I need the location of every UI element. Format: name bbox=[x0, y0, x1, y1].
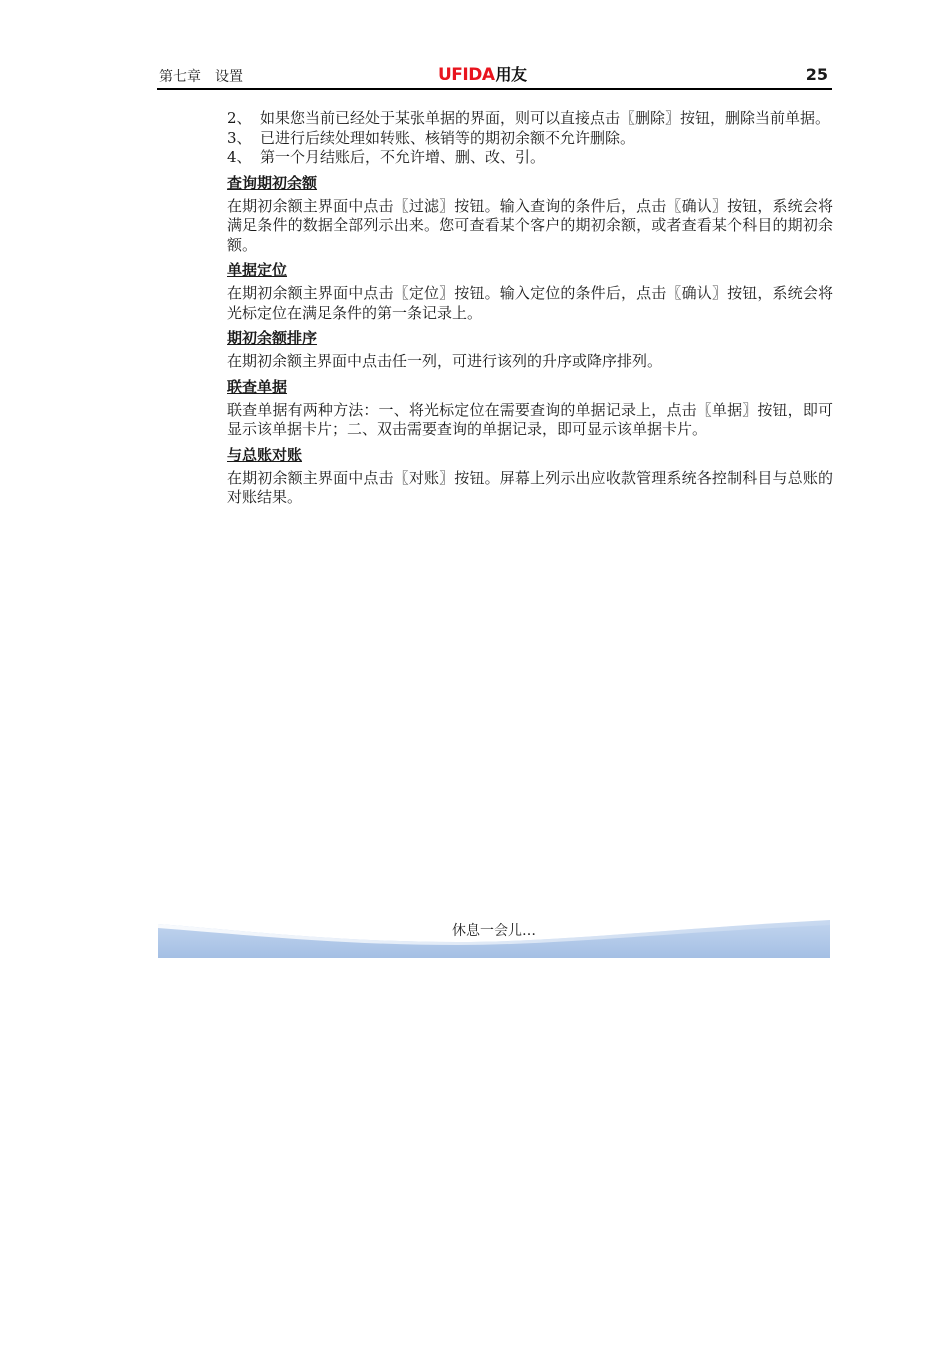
section-body-query: 在期初余额主界面中点击〖过滤〗按钮。输入查询的条件后，点击〖确认〗按钮，系统会将满足条件的数据全部列示出来。您可查看某个客户的期初余额，或者查看某个科目的期初余额。 bbox=[227, 196, 833, 254]
section-heading-link-query: 联查单据 bbox=[227, 377, 288, 396]
list-item-text: 第一个月结账后，不允许增、删、改、引。 bbox=[260, 148, 546, 166]
list-item-text: 如果您当前已经处于某张单据的界面，则可以直接点击〖删除〗按钮，删除当前单据。 bbox=[260, 109, 831, 127]
list-item-number: 4、 bbox=[227, 148, 252, 166]
section-heading-query: 查询期初余额 bbox=[227, 173, 318, 192]
banner-text: 休息一会儿… bbox=[452, 923, 536, 939]
section-body-reconcile: 在期初余额主界面中点击〖对账〗按钮。屏幕上列示出应收款管理系统各控制科目与总账的对账结果。 bbox=[227, 468, 833, 506]
list-item bbox=[227, 148, 833, 168]
chapter-title: 第七章 设置 bbox=[159, 69, 243, 85]
rest-banner bbox=[158, 912, 830, 958]
ufida-logo bbox=[438, 62, 527, 85]
section-heading-locate: 单据定位 bbox=[227, 261, 288, 279]
section-body-sort: 在期初余额主界面中点击任一列，可进行该列的升序或降序排列。 bbox=[227, 352, 663, 370]
logo-text-cn: 用友 bbox=[495, 65, 527, 84]
list-item-number: 3、 bbox=[227, 128, 252, 147]
page-content bbox=[227, 109, 833, 510]
section-heading-sort: 期初余额排序 bbox=[227, 329, 318, 347]
section-heading-reconcile: 与总账对账 bbox=[227, 445, 303, 464]
section-body-link-query: 联查单据有两种方法：一、将光标定位在需要查询的单据记录上，点击〖单据〗按钮，即可显示该单据卡片；二、双击需要查询的单据记录，即可显示该单据卡片。 bbox=[227, 400, 833, 438]
page-number: 25 bbox=[805, 65, 828, 84]
section-body-locate: 在期初余额主界面中点击〖定位〗按钮。输入定位的条件后，点击〖确认〗按钮，系统会将光标定位在满足条件的第一条记录上。 bbox=[227, 284, 833, 322]
list-item-number: 2、 bbox=[227, 109, 252, 127]
list-item bbox=[227, 129, 833, 149]
list-item bbox=[227, 109, 833, 129]
logo-text-en: UFIDA bbox=[438, 65, 495, 85]
page-header bbox=[157, 62, 832, 90]
list-item-text: 已进行后续处理如转账、核销等的期初余额不允许删除。 bbox=[260, 128, 636, 147]
